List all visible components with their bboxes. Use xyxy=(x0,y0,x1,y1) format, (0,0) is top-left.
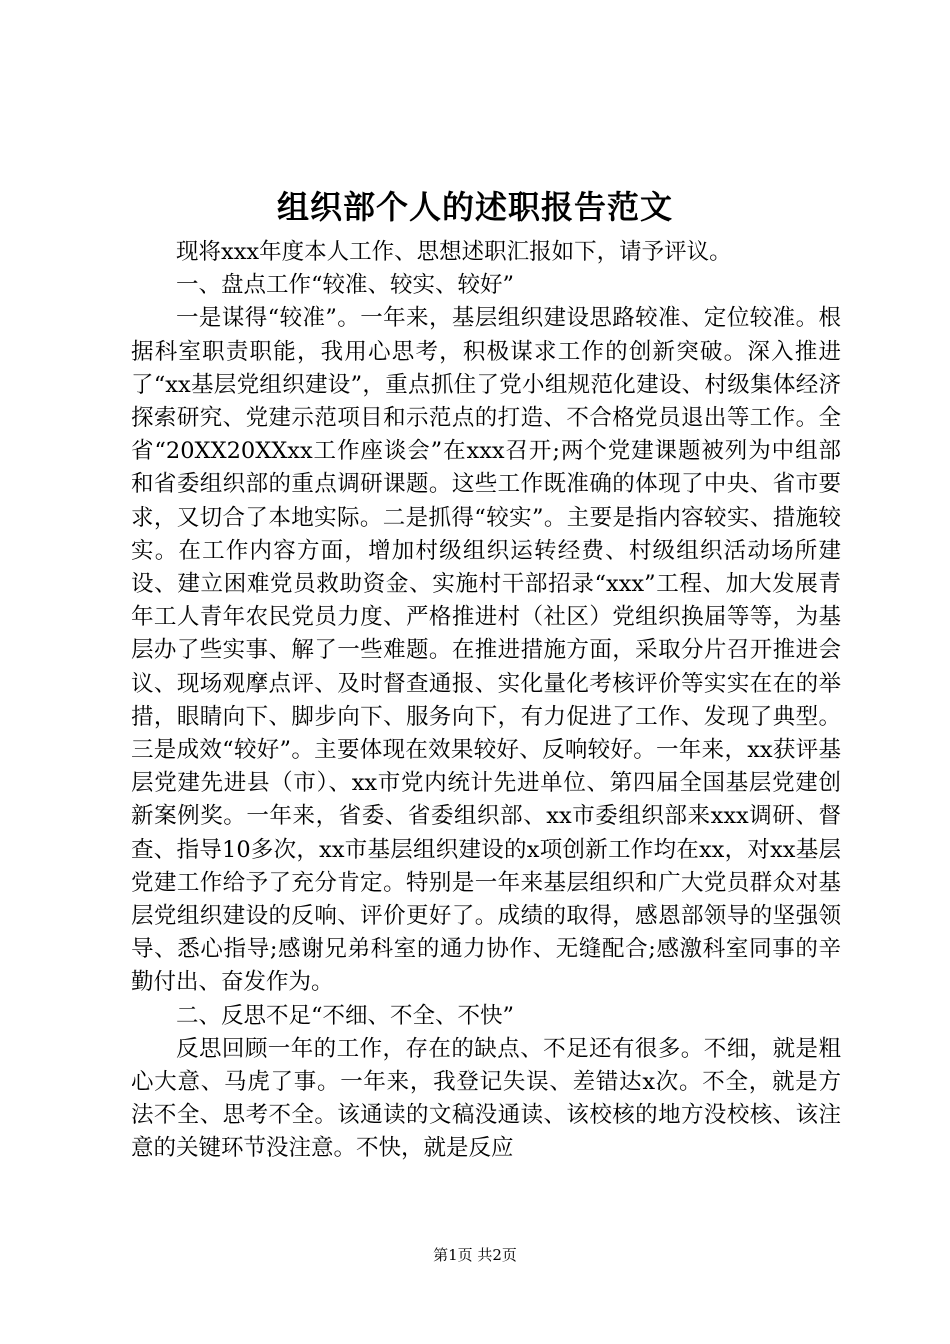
document-title: 组织部个人的述职报告范文 xyxy=(276,188,673,226)
section-1-paragraph: 一是谋得“较准”。一年来，基层组织建设思路较准、定位较准。根据科室职责职能，我用心思考，积极谋求工作的创新突破。深入推进了“xx基层党组织建设”，重点抓住了党小组规范化建设、村级集体经济探索研究、党建示范项目和示范点的打造、不合格党员退出等工作。全省“20XX20XXxx工作座谈会”在xxx召开;两个党建课题被列为中组部和省委组织部的重点调研课题。这些工作既准确的体现了中央、省市要求，又切合了本地实际。二是抓得“较实”。主要是指内容较实、措施较实。在工作内容方面，增加村级组织运转经费、村级组织活动场所建设、建立困难党员救助资金、实施村干部招录“xxx”工程、加大发展青年工人青年农民党员力度、严格推进村（社区）党组织换届等等，为基层办了些实事、解了一些难题。在推进措施方面，采取分片召开推进会议、现场观摩点评、及时督查通报、实化量化考核评价等实实在在的举措，眼睛向下、脚步向下、服务向下，有力促进了工作、发现了典型。三是成效“较好”。主要体现在效果较好、反响较好。一年来，xx获评基层党建先进县（市）、xx市党内统计先进单位、第四届全国基层党建创新案例奖。一年来，省委、省委组织部、xx市委组织部来xxx调研、督查、指导10多次，xx市基层组织建设的x项创新工作均在xx，对xx基层党建工作给予了充分肯定。特别是一年来基层组织和广大党员群众对基层党组织建设的反响、评价更好了。成绩的取得，感恩部领导的坚强领导、悉心指导;感谢兄弟科室的通力协作、无缝配合;感激科室同事的辛勤付出、奋发作为。 xyxy=(131,305,841,996)
page-number: 第1页 xyxy=(433,1246,473,1264)
intro-paragraph: 现将xxx年度本人工作、思想述职汇报如下，请予评议。 xyxy=(176,239,732,265)
section-heading-2: 二、反思不足“不细、不全、不快” xyxy=(176,1002,515,1029)
document-body xyxy=(131,236,841,1166)
section-heading-1: 一、盘点工作“较准、较实、较好” xyxy=(176,272,515,299)
section-2-paragraph: 反思回顾一年的工作，存在的缺点、不足还有很多。不细，就是粗心大意、马虎了事。一年来，我登记失误、差错达x次。不全，就是方法不全、思考不全。该通读的文稿没通读、该校核的地方没校核、该注意的关键环节没注意。不快，就是反应 xyxy=(131,1035,841,1162)
page-total: 共2页 xyxy=(477,1246,517,1264)
page-footer xyxy=(0,1243,950,1267)
